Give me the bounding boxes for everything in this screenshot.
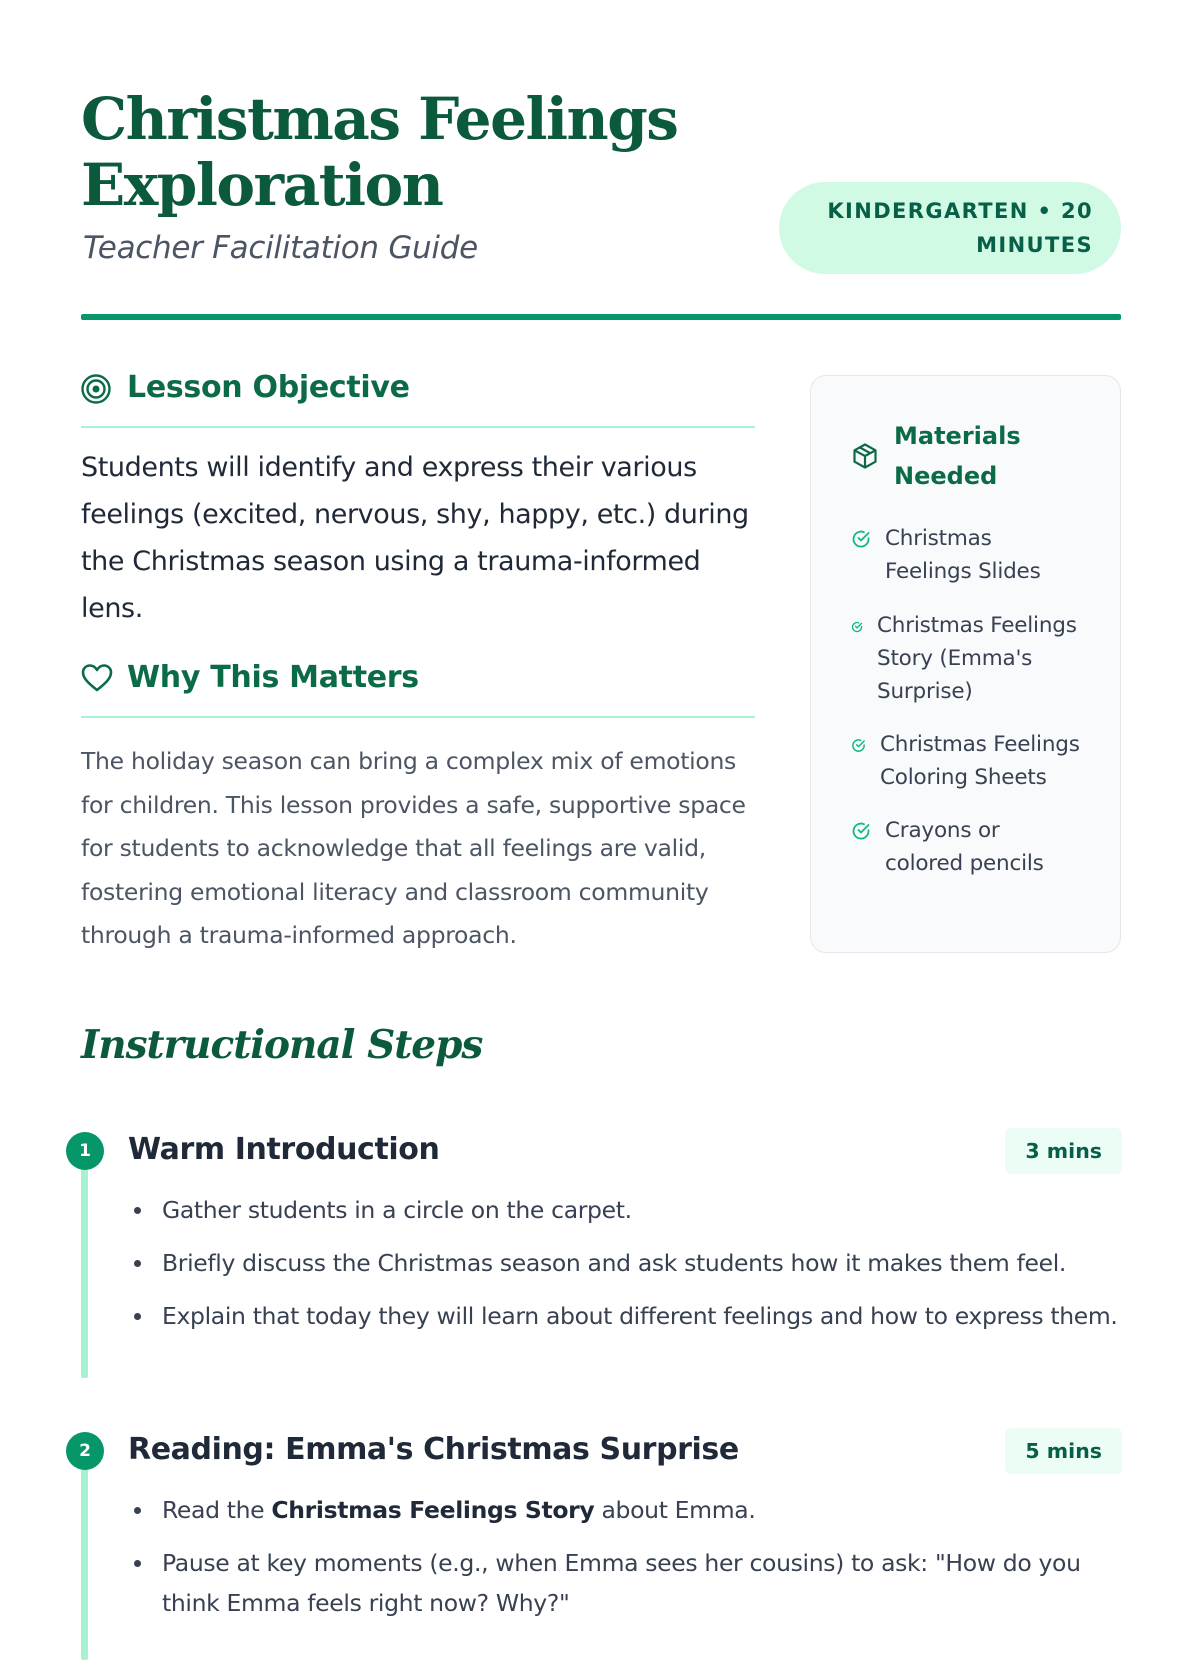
step-timeline-line	[81, 1160, 88, 1378]
step-title: Reading: Emma's Christmas Surprise	[128, 1432, 739, 1467]
story-title: Christmas Feelings Story	[271, 1496, 595, 1524]
check-circle-icon	[851, 621, 863, 633]
step-bullet: Gather students in a circle on the carpet.	[128, 1190, 1118, 1230]
why-title: Why This Matters	[127, 660, 419, 695]
step-bullet	[128, 1490, 1118, 1530]
materials-item-label: Christmas Feelings Coloring Sheets	[880, 732, 1080, 790]
materials-item	[880, 728, 1095, 794]
step-bullets	[128, 1190, 1118, 1349]
objective-title: Lesson Objective	[127, 370, 410, 405]
step-number: 2	[66, 1432, 104, 1470]
objective-heading	[81, 372, 755, 428]
heart-icon	[81, 662, 115, 696]
step-timeline-line	[81, 1460, 88, 1660]
step-duration-badge: 3 mins	[1005, 1128, 1122, 1174]
steps-title: Instructional Steps	[81, 1022, 483, 1068]
grade-duration-badge	[779, 182, 1121, 274]
page-subtitle: Teacher Facilitation Guide	[83, 230, 478, 266]
target-icon	[81, 372, 115, 406]
step-card	[66, 1132, 1122, 1382]
page-title: Christmas Feelings Exploration	[81, 85, 678, 219]
bullet-text: about Emma.	[594, 1496, 756, 1524]
step-card	[66, 1432, 1122, 1632]
materials-item-label: Christmas Feelings Story (Emma's Surprise)	[877, 613, 1077, 704]
document-header	[81, 80, 1121, 320]
materials-item	[877, 609, 1097, 708]
materials-item-label: Crayons or colored pencils	[885, 818, 1044, 876]
step-number: 1	[66, 1132, 104, 1170]
step-title: Warm Introduction	[128, 1132, 440, 1167]
step-duration-badge: 5 mins	[1005, 1428, 1122, 1474]
step-bullet: Pause at key moments (e.g., when Emma sees her cousins) to ask: "How do you think Emma feels right now? Why?"	[128, 1543, 1118, 1623]
why-heading	[81, 662, 755, 718]
step-bullet: Explain that today they will learn about different feelings and how to express them.	[128, 1296, 1118, 1336]
badge-label: KINDERGARTEN • 20 MINUTES	[827, 199, 1093, 257]
materials-card	[810, 375, 1121, 953]
materials-item	[885, 814, 1060, 880]
package-icon	[851, 442, 879, 470]
check-circle-icon	[851, 821, 871, 841]
check-circle-icon	[851, 738, 866, 753]
materials-item-label: Christmas Feelings Slides	[885, 526, 1041, 584]
step-bullets	[128, 1490, 1118, 1636]
check-circle-icon	[851, 529, 871, 549]
materials-item	[885, 522, 1060, 588]
objective-text: Students will identify and express their various feelings (excited, nervous, shy, happy, etc.) during the Christmas season using a trauma-informed lens.	[81, 452, 749, 624]
step-bullet: Briefly discuss the Christmas season and ask students how it makes them feel.	[128, 1243, 1118, 1283]
why-text: The holiday season can bring a complex mix of emotions for children. This lesson provides a safe, supportive space for students to acknowledge that all feelings are valid, fostering emotional literacy and classroom community through a trauma-informed approach.	[81, 747, 746, 949]
bullet-text: Read the	[162, 1496, 272, 1524]
materials-title: Materials Needed	[894, 422, 1021, 490]
header-divider	[81, 314, 1121, 320]
